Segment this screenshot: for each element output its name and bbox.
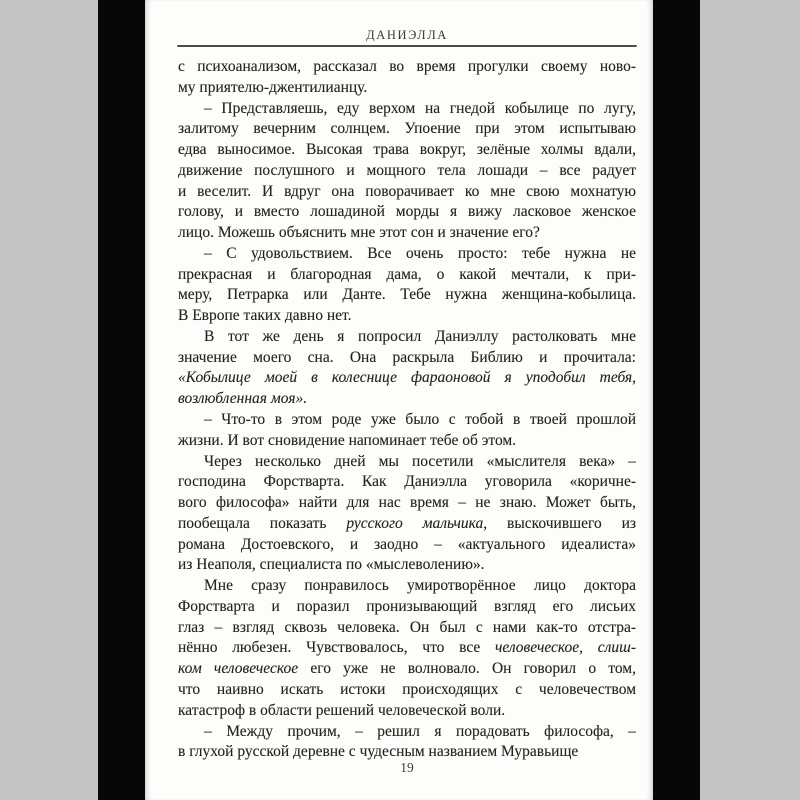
text-line bbox=[178, 99, 636, 120]
text-line bbox=[178, 140, 636, 161]
text-segment: в глухой русской деревне с чудесным названием Муравьище bbox=[178, 743, 579, 761]
text-segment: что наивно искать истоки происходящих с человечеством bbox=[178, 680, 636, 698]
italic-text-segment: человеческое, слиш- bbox=[494, 639, 636, 657]
text-segment: , выскочившего из bbox=[483, 514, 636, 532]
text-segment: его уже не волновало. Он говорил о том, bbox=[298, 660, 636, 678]
italic-text-segment: «Кобылице моей в колеснице фараоновой я уподобил тебя, bbox=[178, 369, 636, 387]
text-line bbox=[178, 57, 636, 78]
text-line bbox=[178, 78, 636, 99]
text-line bbox=[178, 514, 636, 535]
text-segment: Форстварта и поразил пронизывающий взгляд его лисьих bbox=[178, 597, 636, 615]
text-line bbox=[178, 161, 636, 182]
text-segment: вого философа» найти для нас время – не знаю. Может быть, bbox=[178, 494, 636, 512]
text-segment: нённо любезен. Чувствовалось, что все bbox=[178, 639, 495, 657]
text-line bbox=[178, 618, 636, 639]
text-segment: прекрасная и благородная дама, о какой мечтали, к при- bbox=[178, 265, 636, 283]
text-line bbox=[178, 389, 636, 410]
running-head-title: ДАНИЭЛЛА bbox=[366, 28, 448, 42]
book-page bbox=[145, 0, 653, 800]
text-line bbox=[178, 535, 636, 556]
text-segment: му приятелю-джентилианцу. bbox=[178, 78, 368, 96]
header-rule bbox=[177, 45, 637, 47]
text-segment: едва выносимое. Высокая трава вокруг, зелёные холмы вдали, bbox=[178, 141, 636, 159]
text-segment: – Представляешь, еду верхом на гнедой кобылице по лугу, bbox=[204, 99, 636, 117]
text-segment: катастроф в области решений человеческой воли. bbox=[178, 701, 506, 719]
text-line bbox=[178, 472, 636, 493]
text-segment: Мне сразу понравилось умиротворённое лицо доктора bbox=[204, 577, 636, 595]
text-line bbox=[178, 555, 636, 576]
text-line bbox=[178, 431, 636, 452]
italic-text-segment: ком человеческое bbox=[178, 660, 299, 678]
text-segment: В тот же день я попросил Даниэллу растолковать мне bbox=[204, 327, 636, 345]
text-segment: голову, и вместо лошадиной морды я вижу ласковое женское bbox=[178, 203, 636, 221]
book-edge-right bbox=[653, 0, 700, 800]
text-line bbox=[178, 182, 636, 203]
text-segment: значение моего сна. Она раскрыла Библию и прочитала: bbox=[178, 348, 636, 366]
text-line bbox=[178, 452, 636, 473]
text-segment: глаз – взгляд сквозь человека. Он был с нами как-то отстра- bbox=[178, 618, 636, 636]
text-segment: с психоанализом, рассказал во время прогулки своему ново- bbox=[178, 58, 636, 75]
text-line bbox=[178, 306, 636, 327]
text-segment: – Что-то в этом роде уже было с тобой в твоей прошлой bbox=[204, 411, 636, 429]
italic-text-segment: русского мальчика bbox=[346, 514, 484, 532]
text-line bbox=[178, 493, 636, 514]
text-segment: лицо. Можешь объяснить мне этот сон и значение его? bbox=[178, 224, 540, 242]
text-line bbox=[178, 410, 636, 431]
text-line bbox=[178, 244, 636, 265]
text-line bbox=[178, 597, 636, 618]
italic-text-segment: возлюбленная моя». bbox=[178, 390, 308, 408]
text-line bbox=[178, 327, 636, 348]
page-number: 19 bbox=[400, 760, 414, 775]
text-line bbox=[178, 223, 636, 244]
text-line bbox=[178, 119, 636, 140]
text-line bbox=[178, 638, 636, 659]
text-line bbox=[178, 285, 636, 306]
text-segment: и веселит. И вдруг она поворачивает ко мне свою мохнатую bbox=[178, 182, 636, 200]
text-segment: В Европе таких давно нет. bbox=[178, 307, 352, 325]
text-segment: жизни. И вот сновидение напоминает тебе об этом. bbox=[178, 431, 517, 449]
text-segment: господина Форстварта. Как Даниэлла уговорила «коричне- bbox=[178, 473, 636, 491]
text-line bbox=[178, 722, 636, 743]
text-line bbox=[178, 348, 636, 369]
body-text bbox=[178, 57, 636, 763]
text-segment: залитому вечерним солнцем. Упоение при этом испытываю bbox=[178, 120, 636, 138]
text-line bbox=[178, 680, 636, 701]
text-line bbox=[178, 265, 636, 286]
text-line bbox=[178, 576, 636, 597]
text-segment: Через несколько дней мы посетили «мыслителя века» – bbox=[204, 452, 636, 470]
text-segment: из Неаполя, специалиста по «мыслеволению». bbox=[178, 556, 485, 574]
text-segment: – Между прочим, – решил я порадовать философа, – bbox=[204, 722, 636, 740]
text-line bbox=[178, 659, 636, 680]
text-segment: – С удовольствием. Все очень просто: тебе нужна не bbox=[204, 244, 636, 262]
text-segment: романа Достоевского, и заодно – «актуального идеалиста» bbox=[178, 535, 636, 553]
text-line bbox=[178, 368, 636, 389]
text-line bbox=[178, 701, 636, 722]
text-segment: движение послушного и мощного тела лошади – все радует bbox=[178, 161, 636, 179]
text-segment: пообещала показать bbox=[178, 514, 347, 532]
book-edge-left bbox=[98, 0, 145, 800]
text-segment: меру, Петрарка или Данте. Тебе нужна женщина-кобылица. bbox=[178, 286, 636, 304]
text-line bbox=[178, 202, 636, 223]
